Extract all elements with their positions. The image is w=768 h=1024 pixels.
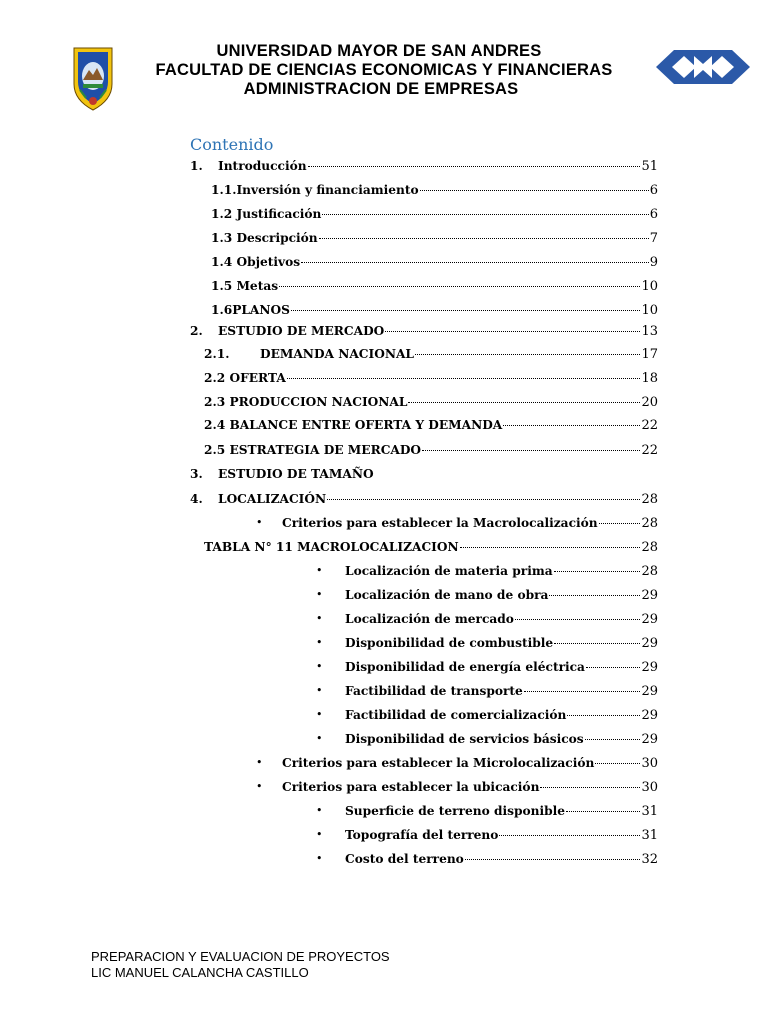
footer-course: PREPARACION Y EVALUACION DE PROYECTOS xyxy=(91,949,390,964)
toc-entry-label: Disponibilidad de energía eléctrica xyxy=(345,660,585,674)
toc-dot-leader xyxy=(308,166,641,167)
toc-page-number: 10 xyxy=(641,279,658,294)
toc-page-number: 17 xyxy=(641,347,658,362)
toc-page-number: 6 xyxy=(649,207,658,222)
toc-dot-leader xyxy=(586,667,640,668)
toc-entry-number: 4. xyxy=(190,492,203,506)
toc-entry[interactable] xyxy=(282,754,658,772)
toc-entry[interactable] xyxy=(218,490,658,508)
toc-dot-leader xyxy=(301,262,649,263)
toc-dot-leader xyxy=(595,763,640,764)
toc-entry-label: 2.4 BALANCE ENTRE OFERTA Y DEMANDA xyxy=(204,418,503,432)
toc-page-number: 22 xyxy=(641,443,658,458)
toc-entry[interactable] xyxy=(204,369,658,387)
toc-page-number: 31 xyxy=(641,828,658,843)
toc-entry-label: Introducción xyxy=(218,159,307,173)
toc-entry[interactable] xyxy=(204,416,658,434)
toc-entry-label: Criterios para establecer la ubicación xyxy=(282,780,540,794)
toc-page-number: 18 xyxy=(641,371,658,386)
toc-entry[interactable] xyxy=(218,322,658,340)
toc-entry[interactable] xyxy=(211,277,658,295)
toc-page-number: 29 xyxy=(641,660,658,675)
toc-bullet: • xyxy=(316,588,323,601)
document-footer xyxy=(91,949,390,981)
toc-dot-leader xyxy=(322,214,648,215)
toc-entry-label: 1.6PLANOS xyxy=(211,303,290,317)
toc-entry-label: 2.5 ESTRATEGIA DE MERCADO xyxy=(204,443,422,457)
toc-entry-label: 1.1.Inversión y financiamiento xyxy=(211,183,419,197)
toc-bullet: • xyxy=(316,564,323,577)
footer-author: LIC MANUEL CALANCHA CASTILLO xyxy=(91,965,309,980)
toc-page-number: 9 xyxy=(649,255,658,270)
header-faculty: FACULTAD DE CIENCIAS ECONOMICAS Y FINANCIERAS xyxy=(155,61,613,79)
toc-bullet: • xyxy=(256,756,263,769)
toc-entry[interactable] xyxy=(282,514,658,532)
toc-dot-leader xyxy=(422,450,640,451)
toc-entry[interactable] xyxy=(211,301,658,319)
toc-page-number: 29 xyxy=(641,636,658,651)
toc-entry-label: TABLA N° 11 MACROLOCALIZACION xyxy=(204,540,459,554)
toc-dot-leader xyxy=(503,425,640,426)
toc-page-number: 30 xyxy=(641,780,658,795)
toc-entry-label: Localización de mercado xyxy=(345,612,514,626)
toc-entry-label: Criterios para establecer la Macrolocalización xyxy=(282,516,598,530)
toc-entry[interactable] xyxy=(345,562,658,580)
toc-entry[interactable] xyxy=(345,826,658,844)
toc-entry[interactable] xyxy=(218,157,658,175)
toc-entry-label: 1.4 Objetivos xyxy=(211,255,301,269)
toc-entry[interactable] xyxy=(211,181,658,199)
toc-page-number: 10 xyxy=(641,303,658,318)
toc-page-number: 29 xyxy=(641,732,658,747)
toc-bullet: • xyxy=(316,732,323,745)
toc-dot-leader xyxy=(499,835,640,836)
toc-entry[interactable] xyxy=(345,634,658,652)
toc-entry[interactable] xyxy=(345,682,658,700)
toc-entry[interactable] xyxy=(211,229,658,247)
toc-title: Contenido xyxy=(190,135,274,154)
toc-dot-leader xyxy=(327,499,640,500)
toc-entry-label: 1.2 Justificación xyxy=(211,207,322,221)
header-career: ADMINISTRACION DE EMPRESAS xyxy=(243,80,519,98)
toc-dot-leader xyxy=(599,523,641,524)
toc-dot-leader xyxy=(524,691,641,692)
toc-entry-number: 3. xyxy=(190,467,203,481)
toc-entry[interactable] xyxy=(204,538,658,556)
toc-entry[interactable] xyxy=(345,730,658,748)
toc-entry-label: Disponibilidad de servicios básicos xyxy=(345,732,584,746)
toc-entry[interactable] xyxy=(211,253,658,271)
toc-page-number: 13 xyxy=(641,324,658,339)
toc-page-number: 29 xyxy=(641,612,658,627)
toc-entry-label: Disponibilidad de combustible xyxy=(345,636,554,650)
toc-bullet: • xyxy=(316,612,323,625)
toc-entry[interactable] xyxy=(345,658,658,676)
toc-dot-leader xyxy=(515,619,641,620)
toc-entry-label: 1.5 Metas xyxy=(211,279,279,293)
toc-bullet: • xyxy=(316,804,323,817)
document-header xyxy=(0,42,768,99)
toc-entry-number: 2. xyxy=(190,324,203,338)
toc-entry[interactable] xyxy=(282,778,658,796)
toc-dot-leader xyxy=(319,238,649,239)
toc-page-number: 31 xyxy=(641,804,658,819)
toc-page-number: 32 xyxy=(641,852,658,867)
toc-page-number: 28 xyxy=(641,564,658,579)
toc-entry-label: Localización de materia prima xyxy=(345,564,553,578)
toc-entry-label: ESTUDIO DE MERCADO xyxy=(218,324,385,338)
toc-entry-number: 2.1. xyxy=(204,347,230,361)
toc-bullet: • xyxy=(316,828,323,841)
toc-entry[interactable] xyxy=(345,610,658,628)
toc-page-number: 29 xyxy=(641,684,658,699)
toc-entry-label: Topografía del terreno xyxy=(345,828,499,842)
toc-dot-leader xyxy=(408,402,640,403)
toc-bullet: • xyxy=(316,660,323,673)
toc-entry-label: Criterios para establecer la Microlocalización xyxy=(282,756,595,770)
toc-entry[interactable] xyxy=(345,706,658,724)
toc-entry[interactable] xyxy=(204,393,658,411)
toc-dot-leader xyxy=(420,190,649,191)
toc-dot-leader xyxy=(540,787,640,788)
toc-bullet: • xyxy=(316,636,323,649)
toc-page-number: 51 xyxy=(641,159,658,174)
toc-page-number: 30 xyxy=(641,756,658,771)
toc-entry[interactable] xyxy=(345,850,658,868)
toc-entry-label: Costo del terreno xyxy=(345,852,464,866)
toc-entry[interactable] xyxy=(260,345,658,363)
toc-dot-leader xyxy=(415,354,640,355)
toc-bullet: • xyxy=(256,780,263,793)
toc-page-number: 29 xyxy=(641,708,658,723)
toc-bullet: • xyxy=(316,852,323,865)
toc-page-number: 20 xyxy=(641,395,658,410)
toc-entry-label: 2.3 PRODUCCION NACIONAL xyxy=(204,395,408,409)
toc-dot-leader xyxy=(554,643,640,644)
toc-entry[interactable] xyxy=(211,205,658,223)
toc-entry-number: 1. xyxy=(190,159,203,173)
toc-entry-label: DEMANDA NACIONAL xyxy=(260,347,414,361)
toc-dot-leader xyxy=(585,739,641,740)
toc-dot-leader xyxy=(567,715,640,716)
toc-dot-leader xyxy=(549,595,640,596)
toc-page-number: 6 xyxy=(649,183,658,198)
toc-page-number: 7 xyxy=(649,231,658,246)
toc-entry[interactable] xyxy=(345,586,658,604)
toc-entry-label: Factibilidad de comercialización xyxy=(345,708,567,722)
toc-dot-leader xyxy=(287,378,641,379)
toc-dot-leader xyxy=(279,286,640,287)
toc-page-number: 28 xyxy=(641,516,658,531)
toc-dot-leader xyxy=(566,811,640,812)
toc-dot-leader xyxy=(465,859,641,860)
toc-page-number: 28 xyxy=(641,540,658,555)
toc-entry-label: Localización de mano de obra xyxy=(345,588,549,602)
toc-bullet: • xyxy=(316,684,323,697)
toc-bullet: • xyxy=(316,708,323,721)
toc-entry-label: 2.2 OFERTA xyxy=(204,371,286,385)
toc-entry-label: 1.3 Descripción xyxy=(211,231,318,245)
toc-page-number: 29 xyxy=(641,588,658,603)
toc-entry-label: ESTUDIO DE TAMAÑO xyxy=(218,467,374,481)
toc-entry[interactable] xyxy=(345,802,658,820)
toc-entry[interactable] xyxy=(204,441,658,459)
toc-bullet: • xyxy=(256,516,263,529)
toc-entry[interactable] xyxy=(218,465,658,483)
toc-dot-leader xyxy=(291,310,641,311)
toc-dot-leader xyxy=(385,331,640,332)
toc-entry-label: LOCALIZACIÓN xyxy=(218,492,327,506)
toc-entry-label: Factibilidad de transporte xyxy=(345,684,523,698)
toc-dot-leader xyxy=(554,571,641,572)
toc-entry-label: Superficie de terreno disponible xyxy=(345,804,566,818)
toc-page-number: 22 xyxy=(641,418,658,433)
header-university: UNIVERSIDAD MAYOR DE SAN ANDRES xyxy=(216,42,542,60)
toc-page-number: 28 xyxy=(641,492,658,507)
toc-dot-leader xyxy=(460,547,641,548)
